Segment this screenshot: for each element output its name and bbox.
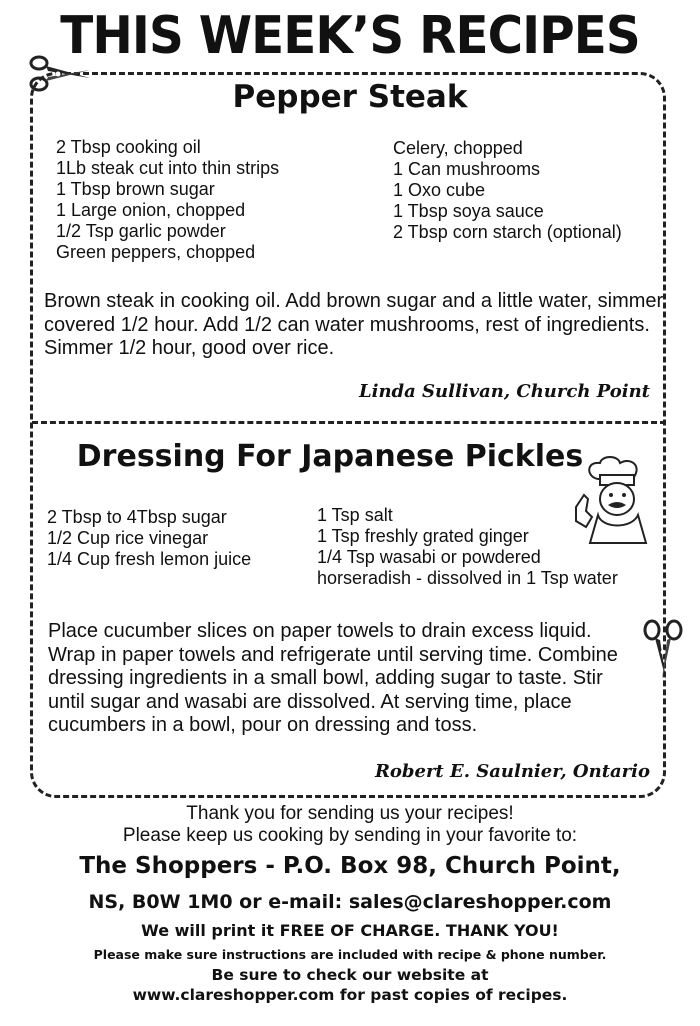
footer-note: Please make sure instructions are included with recipe & phone number.	[93, 947, 607, 962]
footer-address: The Shoppers - P.O. Box 98, Church Point,	[79, 853, 621, 879]
recipe-title: Dressing For Japanese Pickles	[76, 439, 584, 474]
ingredient-item: Green peppers, chopped	[56, 242, 256, 262]
ingredient-item: 2 Tbsp to 4Tbsp sugar	[47, 507, 227, 527]
ingredient-item: 1 Tsp salt	[317, 505, 393, 525]
ingredient-list-left	[47, 507, 251, 570]
ingredient-item: 1/4 Tsp wasabi or powdered	[317, 547, 541, 567]
ingredient-item: 2 Tbsp corn starch (optional)	[393, 222, 622, 242]
ingredient-item: 1/4 Cup fresh lemon juice	[47, 549, 252, 569]
ingredient-item: 1 Oxo cube	[393, 180, 486, 200]
ingredient-item: 1 Can mushrooms	[393, 159, 541, 179]
recipe-credit: Robert E. Saulnier, Ontario	[374, 761, 650, 782]
ingredient-item: 1 Tbsp soya sauce	[393, 201, 544, 221]
ingredient-list-left	[56, 137, 279, 263]
recipe-credit: Linda Sullivan, Church Point	[358, 381, 650, 402]
ingredient-list-right	[393, 138, 622, 243]
ingredient-item: 1/2 Tsp garlic powder	[56, 221, 226, 241]
scissors-icon	[640, 618, 688, 684]
ingredient-item: 2 Tbsp cooking oil	[56, 137, 201, 157]
ingredient-item: horseradish - dissolved in 1 Tsp water	[317, 568, 618, 588]
recipe-instructions: Brown steak in cooking oil. Add brown sugar and a little water, simmer covered 1/2 hour. Add 1/2 can water mushrooms, rest of ingredients. Simmer 1/2 hour, good over rice.	[44, 290, 664, 359]
ingredient-list-right	[317, 505, 618, 589]
footer-website-note: Be sure to check our website at	[211, 966, 489, 984]
footer-free: We will print it FREE OF CHARGE. THANK YOU!	[141, 921, 559, 940]
ingredient-item: 1 Large onion, chopped	[56, 200, 246, 220]
recipe-instructions: Place cucumber slices on paper towels to drain excess liquid. Wrap in paper towels and refrigerate until serving time. Combine dressing ingredients in a small bowl, adding sugar to taste. Stir until sugar and wasabi are dissolved. At serving time, place cucumbers in a bowl, pour on dressing and toss.	[48, 620, 618, 736]
ingredient-item: 1/2 Cup rice vinegar	[47, 528, 209, 548]
footer-website: www.clareshopper.com for past copies of recipes.	[132, 986, 568, 1004]
footer-email: NS, B0W 1M0 or e-mail: sales@clareshopper.com	[88, 891, 612, 913]
recipe-title: Pepper Steak	[232, 79, 468, 115]
ingredient-item: 1 Tbsp brown sugar	[56, 179, 215, 199]
footer-request: Please keep us cooking by sending in your favorite to:	[122, 825, 578, 846]
ingredient-item: 1Lb steak cut into thin strips	[56, 158, 280, 178]
page-title: THIS WEEK’S RECIPES	[60, 6, 640, 66]
footer-thanks: Thank you for sending us your recipes!	[186, 803, 514, 824]
ingredient-item: 1 Tsp freshly grated ginger	[317, 526, 529, 546]
ingredient-item: Celery, chopped	[393, 138, 523, 158]
recipe-divider	[32, 421, 666, 424]
